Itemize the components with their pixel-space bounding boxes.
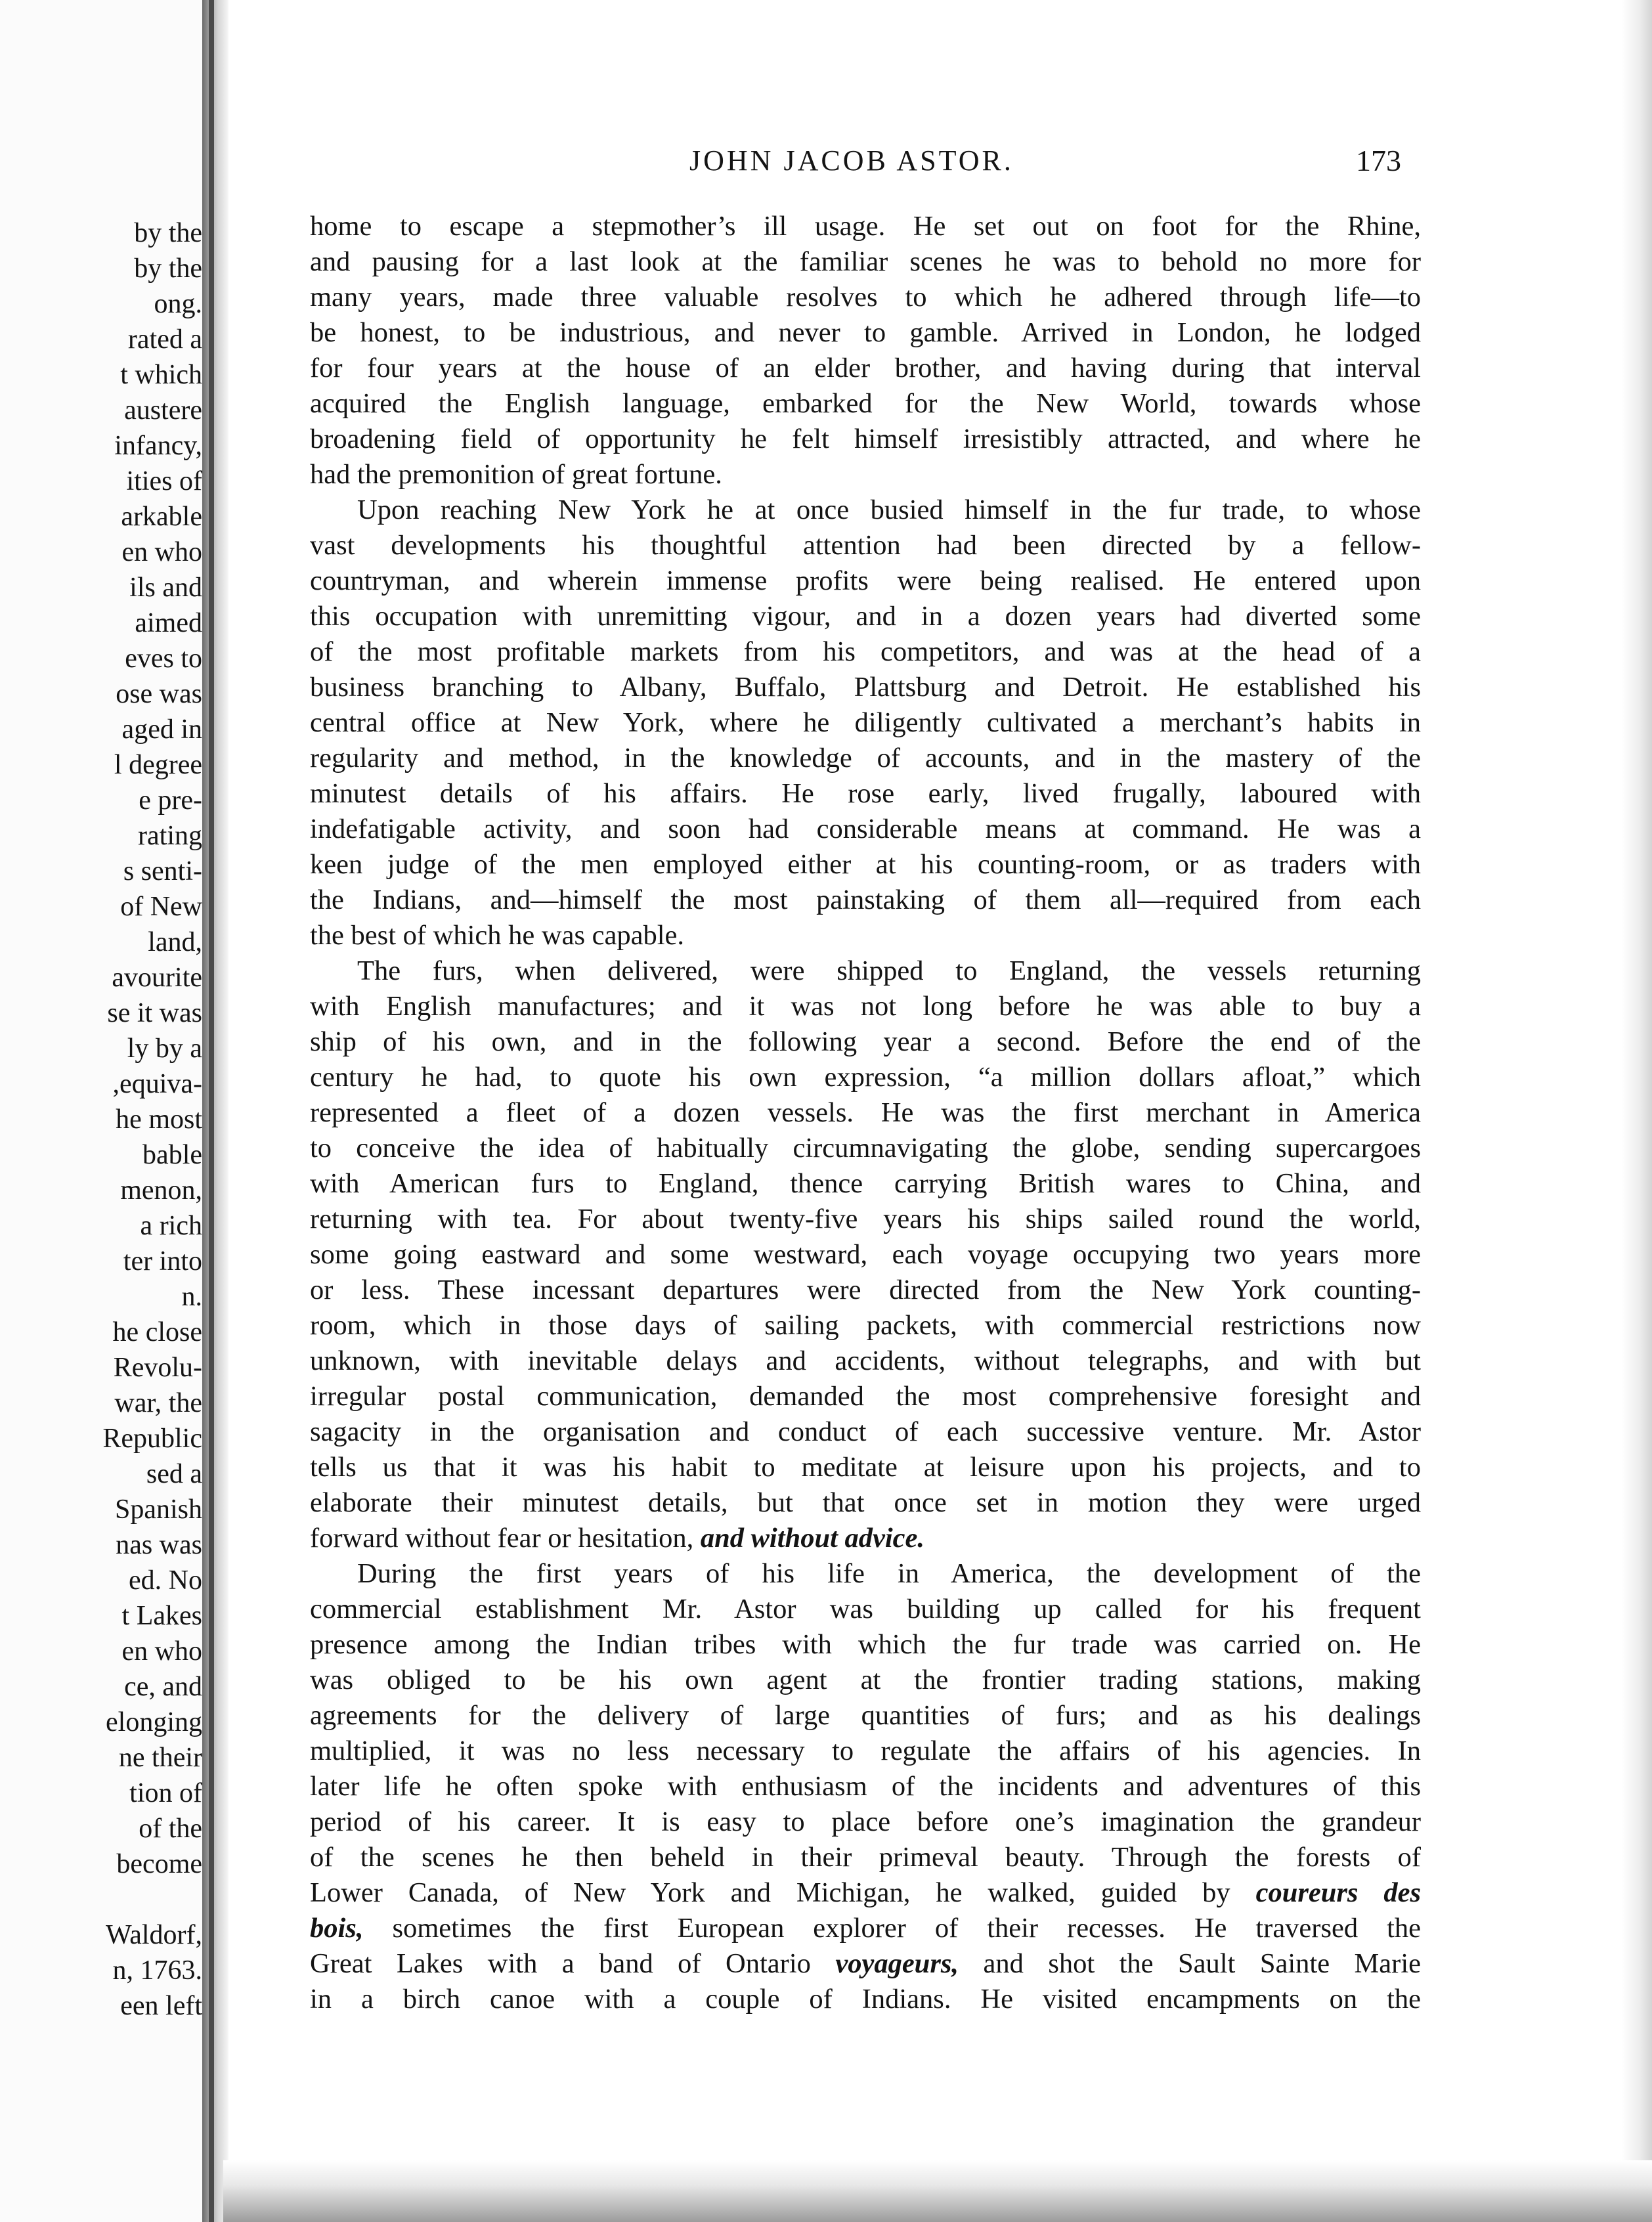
text-line: commercial establishment Mr. Astor was building up called for his frequent xyxy=(310,1594,1421,1624)
text-line: and pausing for a last look at the familiar scenes he was to behold no more for xyxy=(310,246,1421,277)
facing-page-line: tion of xyxy=(129,1778,202,1808)
text-line: with English manufactures; and it was not long before he was able to buy a xyxy=(310,991,1421,1022)
facing-page-line: Spanish xyxy=(114,1494,202,1525)
body-text xyxy=(310,209,1421,2017)
facing-page-line: become xyxy=(116,1849,202,1879)
facing-page-line: nas was xyxy=(116,1530,202,1560)
facing-page-line: of New xyxy=(120,892,202,922)
facing-page-line: Waldorf, xyxy=(105,1920,202,1950)
text-line: broadening field of opportunity he felt himself irresistibly attracted, and where he xyxy=(310,424,1421,454)
facing-page-line: infancy, xyxy=(114,431,202,461)
text-line: central office at New York, where he diligently cultivated a merchant’s habits in xyxy=(310,707,1421,738)
text-line: multiplied, it was no less necessary to regulate the affairs of his agencies. In xyxy=(310,1735,1421,1766)
facing-page-line: Revolu- xyxy=(113,1353,202,1383)
facing-page-line: ly by a xyxy=(127,1034,202,1064)
running-head-title: JOHN JACOB ASTOR. xyxy=(689,144,1014,177)
facing-page-line: war, the xyxy=(114,1388,202,1418)
text-line: acquired the English language, embarked for the New World, towards whose xyxy=(310,388,1421,419)
text-line: many years, made three valuable resolves to which he adhered through life—to xyxy=(310,282,1421,313)
facing-page-line: ne their xyxy=(118,1743,202,1773)
facing-page-line: by the xyxy=(134,253,202,284)
facing-page-line: land, xyxy=(148,927,202,957)
facing-page-line xyxy=(5,1882,202,1917)
text-line: was obliged to be his own agent at the frontier trading stations, making xyxy=(310,1665,1421,1695)
facing-page-line: avourite xyxy=(112,963,202,993)
facing-page-line: a rich xyxy=(140,1211,202,1241)
text-line: regularity and method, in the knowledge of accounts, and in the mastery of the xyxy=(310,743,1421,773)
text-run: and shot the Sault Sainte Marie xyxy=(959,1948,1421,1979)
facing-page-line: ils and xyxy=(129,573,202,603)
page-right-edge xyxy=(1622,0,1652,2222)
facing-page-line: een left xyxy=(120,1991,202,2021)
facing-page-line: n. xyxy=(181,1282,202,1312)
text-line: indefatigable activity, and soon had considerable means at command. He was a xyxy=(310,814,1421,844)
text-line: home to escape a stepmother’s ill usage. He set out on foot for the Rhine, xyxy=(310,211,1421,242)
facing-page-line: ed. No xyxy=(129,1565,202,1596)
facing-page-line: ce, and xyxy=(124,1672,202,1702)
text-line: to conceive the idea of habitually circumnavigating the globe, sending supercargoes xyxy=(310,1133,1421,1164)
facing-page-line: ities of xyxy=(126,466,202,496)
text-line: The furs, when delivered, were shipped to England, the vessels returning xyxy=(357,955,1421,986)
text-line: Upon reaching New York he at once busied himself in the fur trade, to whose xyxy=(357,494,1421,525)
facing-page-line: he close xyxy=(112,1317,202,1347)
text-line: period of his career. It is easy to place before one’s imagination the grandeur xyxy=(310,1806,1421,1837)
running-head xyxy=(309,138,1425,184)
facing-page-line: t which xyxy=(120,360,202,390)
paragraph-1 xyxy=(310,209,1421,492)
text-line: countryman, and wherein immense profits were being realised. He entered upon xyxy=(310,565,1421,596)
text-line: the Indians, and—himself the most painstaking of them all—required from each xyxy=(310,884,1421,915)
facing-page-line: aimed xyxy=(135,608,202,638)
text-line: the best of which he was capable. xyxy=(310,920,684,951)
facing-page-line: en who xyxy=(121,1636,202,1666)
facing-page-line: ter into xyxy=(123,1246,202,1276)
paragraph-3 xyxy=(310,953,1421,1556)
facing-page-line: eves to xyxy=(125,643,202,674)
facing-page-line: n, 1763. xyxy=(112,1955,202,1986)
text-run: forward without fear or hesitation, xyxy=(310,1523,701,1554)
text-line: ship of his own, and in the following year a second. Before the end of the xyxy=(310,1026,1421,1057)
text-line: vast developments his thoughtful attention had been directed by a fellow- xyxy=(310,530,1421,561)
italic-phrase: coureurs des xyxy=(1255,1877,1421,1908)
facing-page-line: ,equiva- xyxy=(112,1069,202,1099)
facing-page-line: t Lakes xyxy=(121,1601,202,1631)
text-run: Lower Canada, of New York and Michigan, he walked, guided by xyxy=(310,1877,1256,1908)
facing-page-line: sed a xyxy=(146,1459,202,1489)
text-line xyxy=(310,1521,1421,1556)
text-line: be honest, to be industrious, and never to gamble. Arrived in London, he lodged xyxy=(310,317,1421,348)
italic-phrase: and without advice. xyxy=(700,1523,925,1554)
facing-page-fragment xyxy=(0,0,207,2222)
facing-page-line: e pre- xyxy=(139,785,202,816)
text-line xyxy=(310,1875,1421,1911)
paragraph-2 xyxy=(310,492,1421,953)
text-line: century he had, to quote his own expression, “a million dollars afloat,” which xyxy=(310,1062,1421,1093)
text-line: of the most profitable markets from his competitors, and was at the head of a xyxy=(310,636,1421,667)
text-line xyxy=(310,1911,1421,1946)
paragraph-4 xyxy=(310,1556,1421,2017)
facing-page-line: se it was xyxy=(107,998,202,1028)
facing-page-line: he most xyxy=(116,1104,202,1135)
facing-page-line: en who xyxy=(121,537,202,567)
facing-page-line: bable xyxy=(142,1140,202,1170)
text-line: or less. These incessant departures were directed from the New York counting- xyxy=(310,1274,1421,1305)
facing-page-text xyxy=(5,215,202,2024)
text-line: some going eastward and some westward, each voyage occupying two years more xyxy=(310,1239,1421,1270)
facing-page-line: arkable xyxy=(121,502,202,532)
bottom-edge-shadow xyxy=(223,2160,1652,2222)
text-line: returning with tea. For about twenty-five years his ships sailed round the world, xyxy=(310,1204,1421,1234)
facing-page-line: rating xyxy=(138,821,202,851)
text-line: had the premonition of great fortune. xyxy=(310,459,722,490)
text-line: irregular postal communication, demanded the most comprehensive foresight and xyxy=(310,1381,1421,1412)
gutter-shadow xyxy=(202,0,228,2222)
text-line: elaborate their minutest details, but that once set in motion they were urged xyxy=(310,1487,1421,1518)
text-line: agreements for the delivery of large quantities of furs; and as his dealings xyxy=(310,1700,1421,1731)
facing-page-line: ong. xyxy=(154,289,202,319)
italic-phrase: voyageurs, xyxy=(835,1948,959,1979)
text-line: of the scenes he then beheld in their primeval beauty. Through the forests of xyxy=(310,1842,1421,1873)
text-line: tells us that it was his habit to meditate at leisure upon his projects, and to xyxy=(310,1452,1421,1483)
text-line: for four years at the house of an elder brother, and having during that interval xyxy=(310,353,1421,383)
text-run: Great Lakes with a band of Ontario xyxy=(310,1948,836,1979)
text-line: represented a fleet of a dozen vessels. He was the first merchant in America xyxy=(310,1097,1421,1128)
text-run: sometimes the first European explorer of their recesses. He traversed the xyxy=(363,1913,1421,1944)
text-line: with American furs to England, thence carrying British wares to China, and xyxy=(310,1168,1421,1199)
facing-page-line: rated a xyxy=(127,324,202,355)
facing-page-line: austere xyxy=(124,395,202,425)
facing-page-line: ose was xyxy=(116,679,202,709)
text-line: keen judge of the men employed either at his counting-room, or as traders with xyxy=(310,849,1421,880)
text-line: During the first years of his life in America, the development of the xyxy=(357,1558,1421,1589)
facing-page-line: menon, xyxy=(120,1175,202,1206)
text-line: presence among the Indian tribes with which the fur trade was carried on. He xyxy=(310,1629,1421,1660)
italic-phrase: bois, xyxy=(310,1913,364,1944)
text-line: minutest details of his affairs. He rose early, lived frugally, laboured with xyxy=(310,778,1421,809)
facing-page-line: s senti- xyxy=(123,856,202,886)
text-line: sagacity in the organisation and conduct of each successive venture. Mr. Astor xyxy=(310,1416,1421,1447)
facing-page-line: elonging xyxy=(106,1707,202,1737)
text-line: room, which in those days of sailing packets, with commercial restrictions now xyxy=(310,1310,1421,1341)
page-number: 173 xyxy=(1356,144,1401,177)
facing-page-line: Republic xyxy=(102,1424,202,1454)
text-line: unknown, with inevitable delays and accidents, without telegraphs, and with but xyxy=(310,1345,1421,1376)
facing-page-line: aged in xyxy=(121,714,202,745)
text-line: in a birch canoe with a couple of Indians. He visited encampments on the xyxy=(310,1984,1421,2015)
text-line: later life he often spoke with enthusiasm of the incidents and adventures of this xyxy=(310,1771,1421,1802)
gutter-edge xyxy=(209,0,214,2222)
text-line xyxy=(310,1946,1421,1982)
facing-page-line: l degree xyxy=(114,750,202,780)
text-line: this occupation with unremitting vigour, and in a dozen years had diverted some xyxy=(310,601,1421,632)
text-line: business branching to Albany, Buffalo, Plattsburg and Detroit. He established his xyxy=(310,672,1421,703)
facing-page-line: by the xyxy=(134,218,202,248)
facing-page-line: of the xyxy=(139,1814,202,1844)
